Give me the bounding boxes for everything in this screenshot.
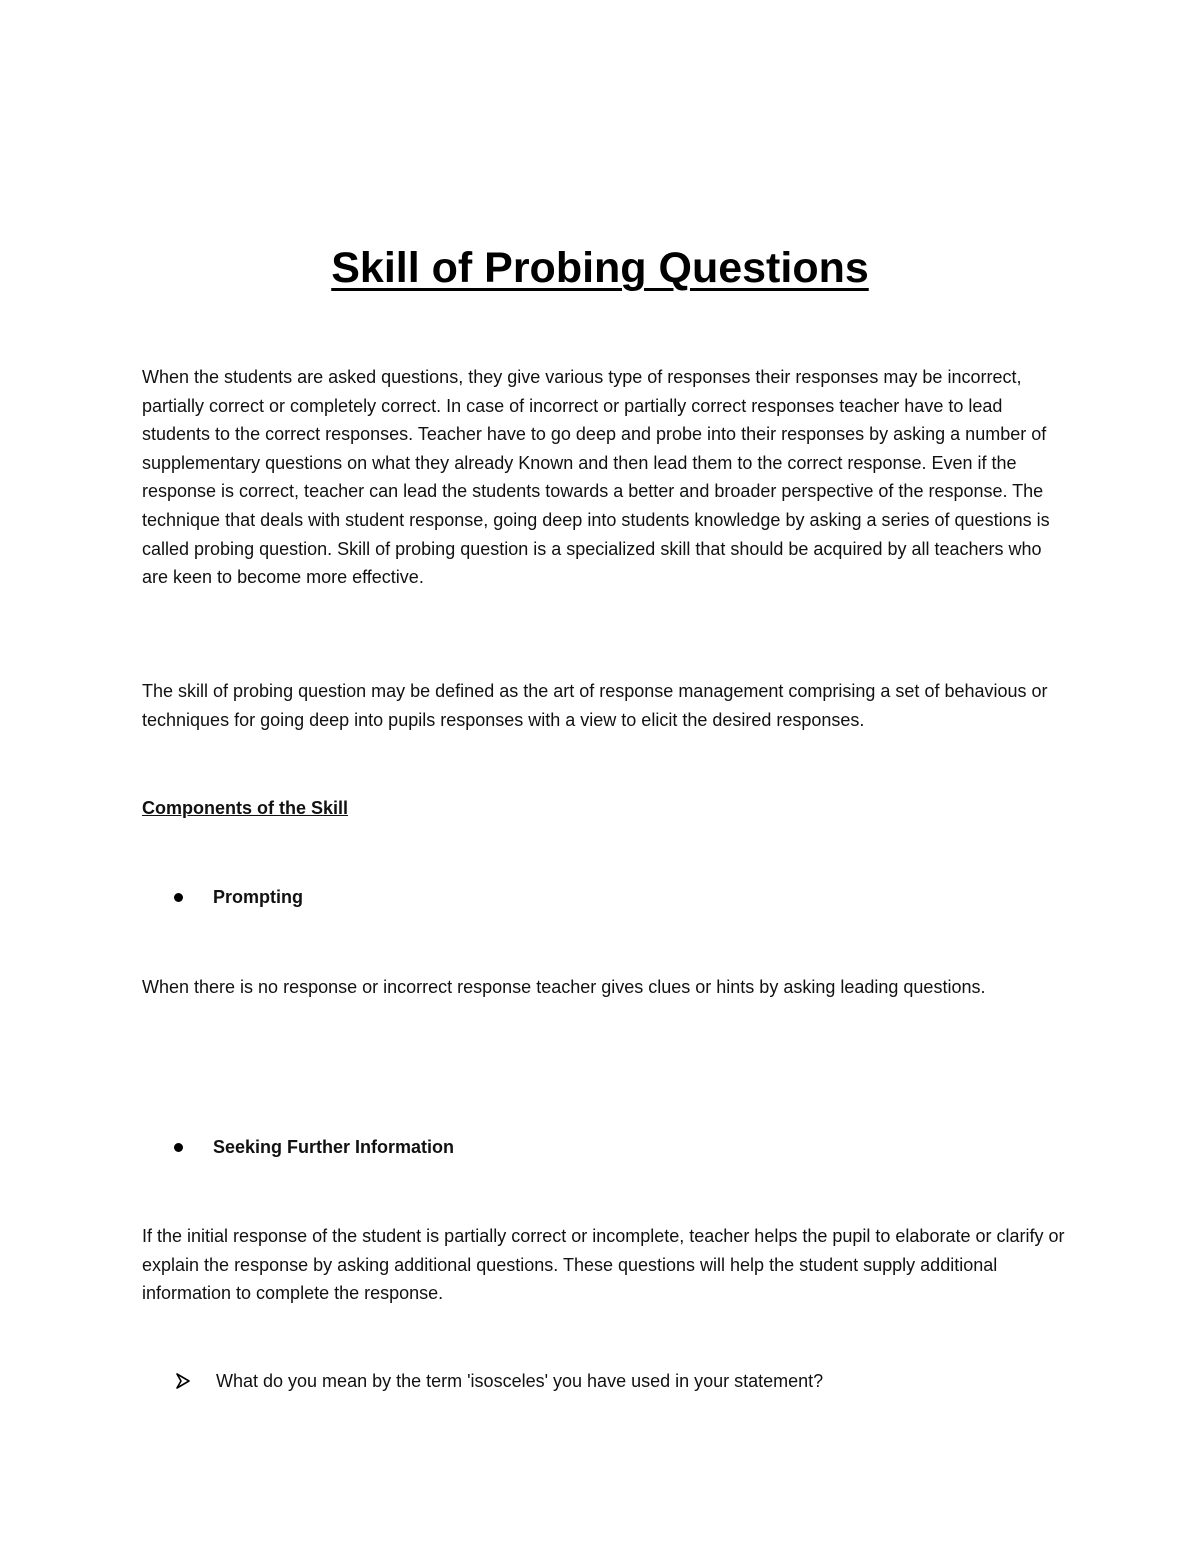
- component-item-prompting: [172, 883, 303, 911]
- components-heading: Components of the Skill: [142, 798, 349, 818]
- component-label: Seeking Further Information: [213, 1137, 455, 1157]
- document-title: Skill of Probing Questions: [331, 244, 869, 292]
- prompting-description: When there is no response or incorrect response teacher gives clues or hints by asking leading questions.: [142, 977, 986, 997]
- seeking-information-description: If the initial response of the student is partially correct or incomplete, teacher helps the pupil to elaborate or clarify or explain the response by asking additional questions. These questions will help the student supply additional information to complete the response.: [142, 1226, 1065, 1304]
- intro-paragraph: When the students are asked questions, they give various type of responses their responses may be incorrect, partially correct or completely correct. In case of incorrect or partially correct responses teacher have to lead students to the correct responses. Teacher have to go deep and probe into their responses by asking a number of supplementary questions on what they already Known and then lead them to the correct response. Even if the response is correct, teacher can lead the students towards a better and broader perspective of the response. The technique that deals with student response, going deep into students knowledge by asking a series of questions is called probing question. Skill of probing question is a specialized skill that should be acquired by all teachers who are keen to become more effective.: [142, 367, 1050, 588]
- bullet-dot-icon: [174, 893, 183, 902]
- definition-paragraph: The skill of probing question may be defined as the art of response management comprising a set of behavious or techniques for going deep into pupils responses with a view to elicit the desired responses.: [142, 681, 1048, 730]
- example-question-text: What do you mean by the term 'isosceles' you have used in your statement?: [216, 1371, 824, 1391]
- component-item-seeking-information: [172, 1133, 454, 1161]
- bullet-dot-icon: [174, 1143, 183, 1152]
- component-label: Prompting: [213, 887, 303, 907]
- arrowhead-bullet-icon: [176, 1373, 190, 1389]
- example-question-item: [172, 1367, 823, 1395]
